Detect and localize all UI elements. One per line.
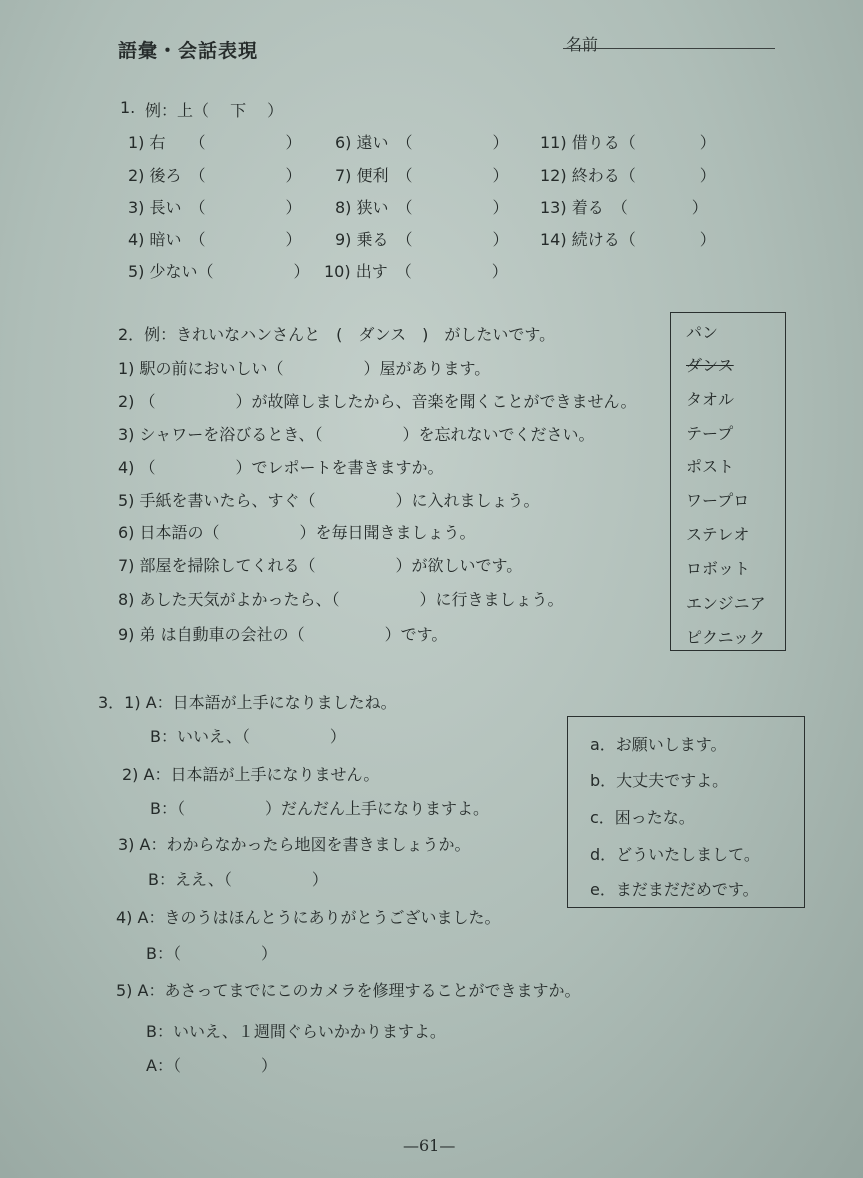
s3-line: 4) A：きのうはほんとうにありがとうございました。 [116, 908, 501, 927]
s1-item: 5) 少ない（ ） [128, 262, 310, 281]
s1-item: 14) 続ける（ ） [540, 230, 716, 249]
s3-line: 5) A：あさってまでにこのカメラを修理することができますか。 [116, 981, 581, 1000]
s2-item: 8) あした天気がよかったら、（ ）に行きましょう。 [118, 590, 564, 609]
choice-item: d．どういたしまして。 [590, 845, 760, 864]
page-title: 語彙・会話表現 [118, 40, 259, 62]
word-bank-item: ステレオ [686, 525, 750, 544]
s2-item: 9) 弟 は自動車の会社の（ ）です。 [118, 625, 448, 644]
choice-item: e．まだまだだめです。 [590, 880, 759, 899]
s1-item: 4) 暗い （ ） [128, 230, 302, 249]
choice-item: b．大丈夫ですよ。 [590, 771, 729, 790]
s3-line: B：ええ、（ ） [148, 870, 328, 889]
name-field-line[interactable] [563, 48, 775, 49]
word-bank-item: エンジニア [686, 594, 766, 613]
s3-line: B：いいえ、（ ） [150, 727, 346, 746]
word-bank-item-used: ダンス [686, 356, 734, 375]
s2-item: 2) （ ）が故障しましたから、音楽を聞くことができません。 [118, 392, 637, 411]
choice-item: c．困ったな。 [590, 808, 695, 827]
s1-item: 8) 狭い （ ） [335, 198, 509, 217]
s3-line: 3) A：わからなかったら地図を書きましょうか。 [118, 835, 471, 854]
section-1-example: 例：上（ 下 ） [145, 101, 284, 120]
choice-item: a．お願いします。 [590, 735, 727, 754]
s1-item: 9) 乗る （ ） [335, 230, 509, 249]
s1-item: 13) 着る （ ） [540, 198, 708, 217]
s2-item: 3) シャワーを浴びるとき、（ ）を忘れないでください。 [118, 425, 595, 444]
s1-item: 2) 後ろ （ ） [128, 166, 302, 185]
word-bank-item: タオル [686, 390, 735, 409]
s3-line: A：（ ） [146, 1056, 277, 1075]
section-2-example: 2．例：きれいなハンさんと ( ダンス ) がしたいです。 [118, 325, 556, 344]
word-bank-item: ピクニック [686, 628, 766, 647]
s2-item: 7) 部屋を掃除してくれる（ ）が欲しいです。 [118, 556, 523, 575]
s1-item: 1) 右 （ ） [128, 133, 302, 152]
word-bank-item: ワープロ [686, 491, 750, 510]
name-label: 名前 [566, 35, 599, 54]
s3-line: B：いいえ、１週間ぐらいかかりますよ。 [146, 1022, 446, 1041]
s1-item: 7) 便利 （ ） [335, 166, 509, 185]
word-bank-item: ポスト [686, 457, 735, 476]
word-bank-item: ロボット [686, 559, 751, 578]
s2-item: 6) 日本語の（ ）を毎日聞きましょう。 [118, 523, 476, 542]
s1-item: 6) 遠い （ ） [335, 133, 509, 152]
s2-item: 4) （ ）でレポートを書きますか。 [118, 458, 444, 477]
s3-line: B：（ ）だんだん上手になりますよ。 [150, 799, 489, 818]
section-1-number: 1. [120, 98, 136, 117]
s2-item: 5) 手紙を書いたら、すぐ（ ）に入れましょう。 [118, 491, 540, 510]
word-bank-item: テープ [686, 424, 734, 443]
word-bank-item: パン [686, 323, 719, 342]
s1-item: 12) 終わる（ ） [540, 166, 716, 185]
s3-line: 2) A：日本語が上手になりません。 [122, 765, 380, 784]
s1-item: 10) 出す （ ） [324, 262, 508, 281]
s3-line: B：（ ） [146, 944, 277, 963]
s2-item: 1) 駅の前においしい（ ）屋があります。 [118, 359, 491, 378]
s1-item: 3) 長い （ ） [128, 198, 302, 217]
page-number: —61— [403, 1136, 456, 1155]
s3-line: 3．1) A：日本語が上手になりましたね。 [98, 693, 397, 712]
s1-item: 11) 借りる（ ） [540, 133, 716, 152]
